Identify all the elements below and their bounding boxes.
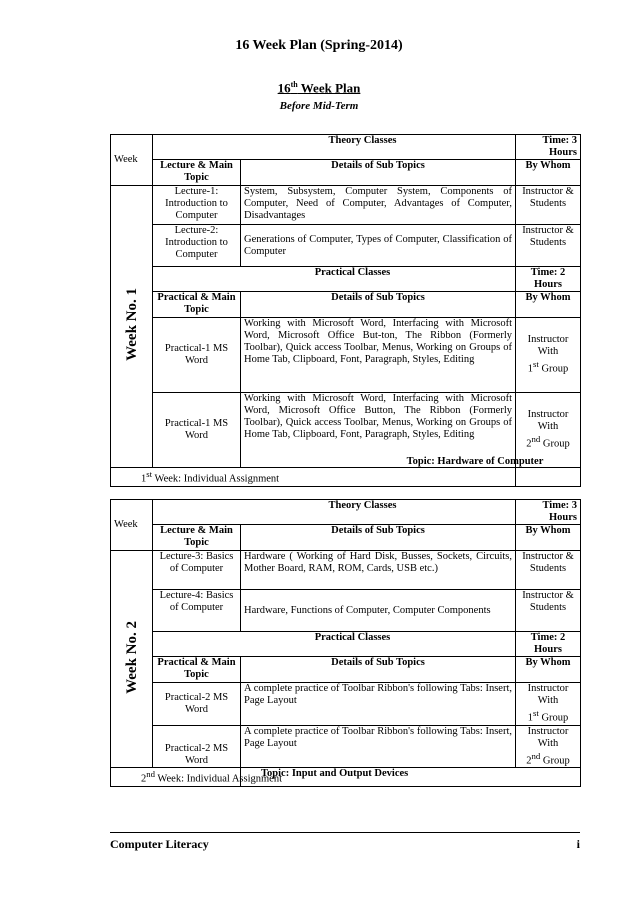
practical-details: Working with Microsoft Word, Interfacing with Microsoft Word, Microsoft Office Button, The Ribbon (Formerly Toolbar), Quick access Toolbar, Menus, Working on Groups of Home Tab, Clipboard, Font, Paragraph, Styles, Editing — [241, 393, 516, 468]
col-details-header: Details of Sub Topics — [241, 657, 516, 683]
practical-details: A complete practice of Toolbar Ribbon's following Tabs: Insert, Page Layout — [241, 725, 516, 768]
theory-classes-label: Theory Classes — [153, 500, 516, 525]
week-col-header: Week — [111, 135, 153, 186]
practical-topic: Practical-1 MS Word — [153, 318, 241, 393]
practical-by: Instructor With 2nd Group — [516, 725, 581, 768]
lecture-details: Hardware ( Working of Hard Disk, Busses, Sockets, Circuits, Mother Board, RAM, ROM, Cards, USB etc.) — [241, 551, 516, 590]
practical-time: Time: 2 Hours — [516, 267, 581, 292]
col-by-header: By Whom — [516, 160, 581, 186]
col-lecture-header: Lecture & Main Topic — [153, 160, 241, 186]
practical-classes-label: Practical Classes — [153, 267, 516, 292]
lecture-by: Instructor & Students — [516, 186, 581, 225]
assignment-topic-text: Topic: Hardware of Computer — [406, 456, 544, 467]
practical-by: Instructor With 1st Group — [516, 683, 581, 726]
practical-details: A complete practice of Toolbar Ribbon's following Tabs: Insert, Page Layout — [241, 683, 516, 726]
col-practical-header: Practical & Main Topic — [153, 657, 241, 683]
assignment-label: 2nd Week: Individual Assignment — [111, 768, 241, 787]
week-number-label: Week No. 2 — [111, 551, 153, 768]
page-header: 16 Week Plan (Spring-2014) — [235, 38, 403, 53]
week-col-header: Week — [111, 500, 153, 551]
page-number: i — [576, 837, 580, 851]
week-number-label: Week No. 1 — [111, 186, 153, 468]
assignment-topic: Topic: Input and Output Devices — [241, 768, 581, 787]
footer-title: Computer Literacy — [110, 837, 209, 851]
plan-title-sup: th — [290, 80, 298, 89]
lecture-topic: Lecture-3: Basics of Computer — [153, 551, 241, 590]
theory-classes-label: Theory Classes — [153, 135, 516, 160]
col-details-header: Details of Sub Topics — [241, 160, 516, 186]
col-details-header: Details of Sub Topics — [241, 292, 516, 318]
lecture-by: Instructor & Students — [516, 551, 581, 590]
col-by-header: By Whom — [516, 525, 581, 551]
practical-by: Instructor With 1st Group — [516, 318, 581, 393]
theory-time: Time: 3 Hours — [516, 135, 581, 160]
lecture-details: Generations of Computer, Types of Computer, Classification of Computer — [241, 225, 516, 267]
practical-classes-label: Practical Classes — [153, 632, 516, 657]
lecture-topic: Lecture-2: Introduction to Computer — [153, 225, 241, 267]
practical-topic: Practical-2 MS Word — [153, 683, 241, 726]
col-details-header: Details of Sub Topics — [241, 525, 516, 551]
assignment-label: 1st Week: Individual Assignment — [111, 468, 516, 487]
lecture-topic: Lecture-1: Introduction to Computer — [153, 186, 241, 225]
col-by-header: By Whom — [516, 657, 581, 683]
lecture-topic: Lecture-4: Basics of Computer — [153, 590, 241, 632]
lecture-details: Hardware, Functions of Computer, Computer Components — [241, 590, 516, 632]
lecture-details: System, Subsystem, Computer System, Components of Computer, Need of Computer, Advantages of Computer, Disadvantages — [241, 186, 516, 225]
plan-title-rest: Week Plan — [297, 80, 361, 96]
practical-details: Working with Microsoft Word, Interfacing with Microsoft Word, Microsoft Office But-ton, The Ribbon (Formerly Toolbar), Quick access Toolbar, Menus, Working on Groups of Home Tab, Clipboard, Font, Paragraph, Styles, Editing — [241, 318, 516, 393]
lecture-by: Instructor & Students — [516, 590, 581, 632]
practical-topic: Practical-2 MS Word — [153, 725, 241, 768]
practical-topic: Practical-1 MS Word — [153, 393, 241, 468]
week-2-table — [110, 499, 581, 787]
assignment-topic — [516, 468, 581, 487]
theory-time: Time: 3 Hours — [516, 500, 581, 525]
plan-title-num: 16 — [277, 80, 291, 96]
lecture-by: Instructor & Students — [516, 225, 581, 267]
practical-time: Time: 2 Hours — [516, 632, 581, 657]
practical-by: Instructor With 2nd Group — [516, 393, 581, 468]
plan-subtitle: Before Mid-Term — [279, 100, 359, 112]
col-by-header: By Whom — [516, 292, 581, 318]
footer-divider — [110, 832, 580, 833]
week-1-table — [110, 134, 581, 487]
col-practical-header: Practical & Main Topic — [153, 292, 241, 318]
col-lecture-header: Lecture & Main Topic — [153, 525, 241, 551]
plan-title — [0, 80, 638, 96]
